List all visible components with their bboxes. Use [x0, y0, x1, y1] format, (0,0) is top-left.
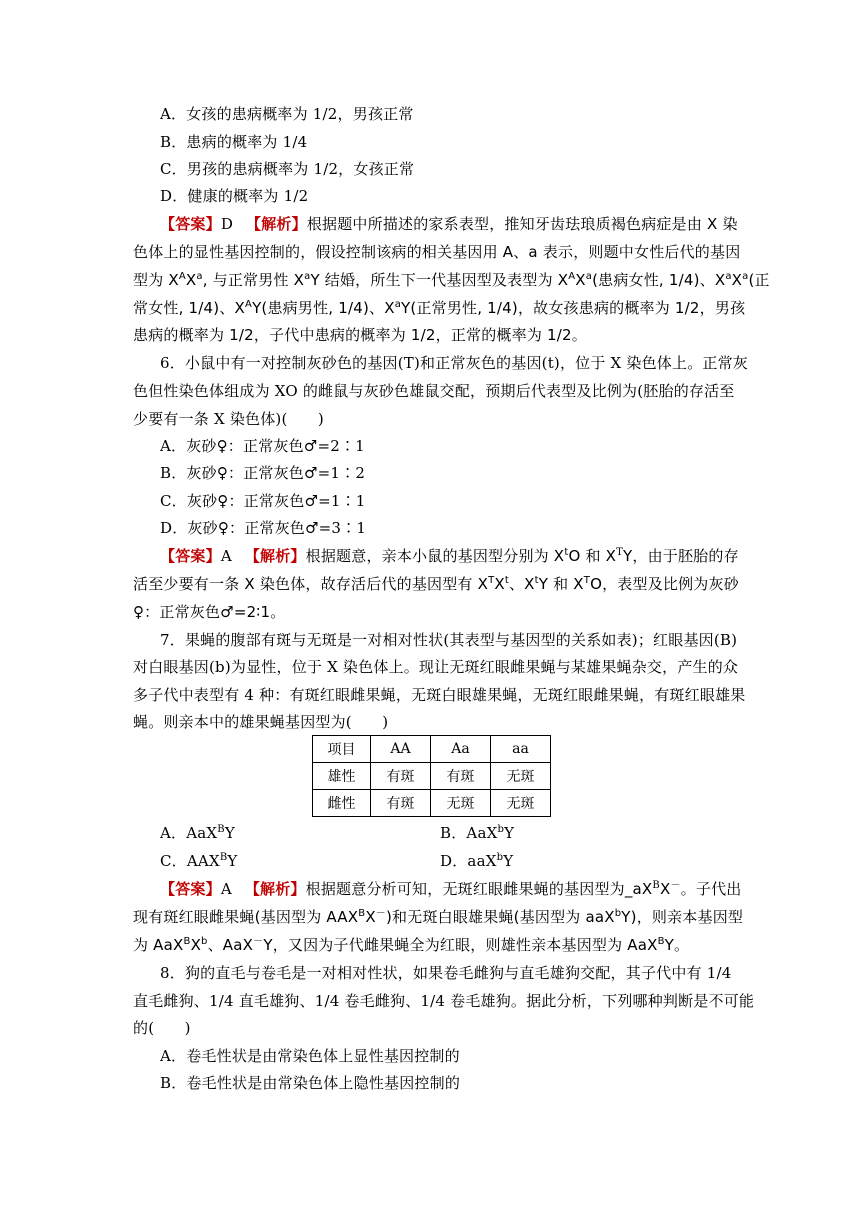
analysis-tag: 【解析】 — [244, 547, 306, 565]
q6-explanation-line-3: ♀：正常灰色♂=2∶1。 — [133, 603, 286, 621]
table-cell: 有斑 — [431, 763, 491, 790]
genotype-table — [312, 735, 551, 817]
q6-explanation-line-2: 活至少要有一条 X 染色体，故存活后代的基因型有 $X^TX^t$、$X^tY$ 和 $X^TO$，表型及比例为灰砂 — [133, 575, 739, 593]
analysis-tag: 【解析】 — [246, 215, 307, 233]
q6-option-d: D．灰砂♀：正常灰色♂=3∶1 — [160, 519, 367, 537]
q6-answer-line: 【答案】A 【解析】根据题意，亲本小鼠的基因型分别为 $X^tO$ 和 $X^TY$，由于胚胎的存 — [160, 547, 739, 565]
q5-explanation-line-2: 色体上的显性基因控制的，假设控制该病的相关基因用 A、a 表示，则题中女性后代的基因 — [133, 243, 741, 261]
q6-stem-line-2: 色但性染色体组成为 XO 的雌鼠与灰砂色雄鼠交配，预期后代表型及比例为(胚胎的存活至 — [133, 382, 735, 400]
q5-answer-line — [160, 214, 738, 234]
q6-stem-line-3: 少要有一条 X 染色体)( ) — [133, 410, 324, 428]
q7-stem-line-3: 多子代中表型有 4 种：有斑红眼雌果蝇，无斑白眼雄果蝇，无斑红眼雌果蝇，有斑红眼雄果 — [133, 686, 746, 704]
table-cell: 雄性 — [313, 763, 371, 790]
q5-option-b: B．患病的概率为 1/4 — [160, 133, 308, 151]
q6-stem-line-1: 6．小鼠中有一对控制灰砂色的基因(T)和正常灰色的基因(t)，位于 X 染色体上。正常灰 — [160, 354, 749, 372]
table-cell: 有斑 — [371, 790, 431, 817]
q6-option-b: B．灰砂♀：正常灰色♂=1∶2 — [160, 464, 366, 482]
q5-explanation-line-3: 型为 $X^AX^a$, 与正常男性 $X^aY$ 结婚，所生下一代基因型及表型为 $X^AX^a$(患病女性, 1/4)、$X^aX^a$(正 — [133, 271, 770, 289]
q8-stem-line-3: 的( ) — [133, 1019, 191, 1037]
q7-explanation-line-2: 现有斑红眼雌果蝇(基因型为 $AAX^BX^-$)和无斑白眼雄果蝇(基因型为 aaX$^b$Y)，则亲本基因型 — [133, 908, 744, 926]
answer-tag: 【答案】 — [160, 880, 221, 898]
q7-stem-line-1: 7．果蝇的腹部有斑与无斑是一对相对性状(其表型与基因型的关系如表)；红眼基因(B) — [160, 631, 738, 649]
analysis-tag: 【解析】 — [244, 880, 306, 898]
q7-option-c: C．$AAX^BY$ — [160, 852, 238, 870]
q8-option-b: B．卷毛性状是由常染色体上隐性基因控制的 — [160, 1074, 461, 1092]
q5-option-c: C．男孩的患病概率为 1/2，女孩正常 — [160, 160, 415, 178]
q6-option-c: C．灰砂♀：正常灰色♂=1∶1 — [160, 492, 366, 510]
q5-explanation-line-4: 常女性, 1/4)、$X^AY$(患病男性, 1/4)、$X^aY$(正常男性, 1/4)，故女孩患病的概率为 1/2，男孩 — [133, 299, 746, 317]
q7-answer-line: 【答案】A 【解析】根据题意分析可知，无斑红眼雌果蝇的基因型为$\_aX^BX^-$。子代出 — [160, 880, 742, 898]
q8-option-a: A．卷毛性状是由常染色体上显性基因控制的 — [160, 1047, 460, 1065]
answer-value: A — [220, 880, 232, 898]
answer-value: A — [220, 547, 232, 565]
explanation-text: 根据题中所描述的家系表型，推知牙齿珐琅质褐色病症是由 X 染 — [306, 215, 738, 233]
q5-explanation-line-5: 患病的概率为 1/2，子代中患病的概率为 1/2，正常的概率为 1/2。 — [133, 326, 587, 344]
table-header-row — [313, 736, 551, 763]
q8-stem-line-2: 直毛雌狗、1/4 直毛雄狗、1/4 卷毛雌狗、1/4 卷毛雄狗。据此分析，下列哪种判断是不可能 — [133, 992, 755, 1010]
table-row — [313, 763, 551, 790]
table-cell: AA — [371, 736, 431, 763]
q7-explanation-line-3: 为 $AaX^BX^b$、AaX－Y，又因为子代雌果蝇全为红眼，则雄性亲本基因型为 AaX$^B$Y。 — [133, 936, 690, 954]
q7-stem-line-4: 蝇。则亲本中的雄果蝇基因型为( ) — [133, 713, 389, 731]
answer-tag: 【答案】 — [160, 547, 221, 565]
table-cell: 无斑 — [491, 790, 551, 817]
table-cell: 无斑 — [491, 763, 551, 790]
q6-option-a: A．灰砂♀：正常灰色♂=2∶1 — [160, 437, 365, 455]
q8-stem-line-1: 8．狗的直毛与卷毛是一对相对性状，如果卷毛雌狗与直毛雄狗交配，其子代中有 1/4 — [160, 964, 732, 982]
table-cell: aa — [491, 736, 551, 763]
answer-tag: 【答案】 — [160, 215, 221, 233]
q5-option-d: D．健康的概率为 1/2 — [160, 187, 309, 205]
q7-option-b: B．AaX$^b$Y — [440, 824, 515, 842]
q7-option-d: D．aaX$^b$Y — [440, 852, 514, 870]
table-cell: 无斑 — [431, 790, 491, 817]
table-cell: Aa — [431, 736, 491, 763]
q5-option-a: A．女孩的患病概率为 1/2，男孩正常 — [160, 105, 414, 123]
answer-value: D — [220, 215, 234, 233]
table-row — [313, 790, 551, 817]
table-cell: 有斑 — [371, 763, 431, 790]
table-cell: 雌性 — [313, 790, 371, 817]
q7-option-a: A．AaX$^B$Y — [160, 824, 235, 842]
q7-stem-line-2: 对白眼基因(b)为显性，位于 X 染色体上。现让无斑红眼雌果蝇与某雄果蝇杂交，产生的众 — [133, 658, 739, 676]
table-cell: 项目 — [313, 736, 371, 763]
